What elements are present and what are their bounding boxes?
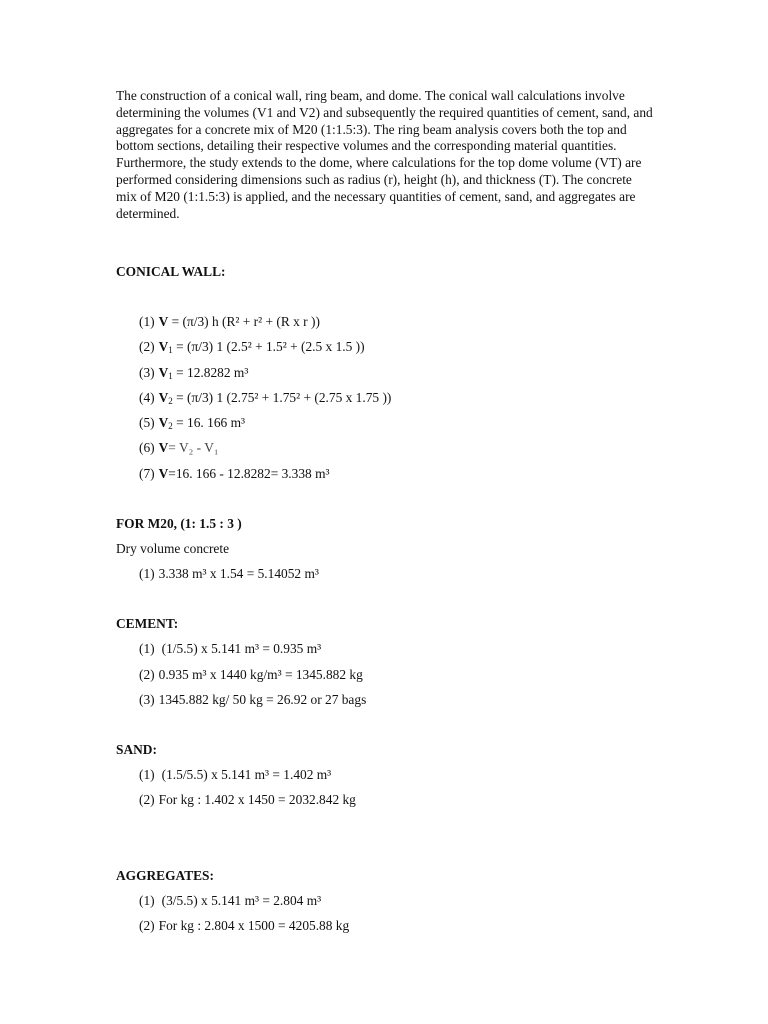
conical-wall-step-7: (7) V=16. 166 - 12.8282= 3.338 m³ — [139, 466, 330, 481]
conical-wall-step-2: (2) $V_1 = (\pi/3)$ 1 (2.5² + 1.5² + (2.5 x 1.5 )) — [139, 339, 365, 355]
aggregates-step-1: (1) (3/5.5) x 5.141 m³ = 2.804 m³ — [139, 893, 322, 908]
intro-paragraph-2: Furthermore, the study extends to the dome, where calculations for the top dome volume (VT) are performed considering dimensions such as radius (r), height (h), and thickness (T). The concrete mix of M20 (1:1.5:3) is applied, and the necessary quantities of cement, sand, and aggregates are determined. — [116, 155, 642, 221]
mix-step-1: (1) 3.338 m³ x 1.54 = 5.14052 m³ — [139, 566, 319, 581]
cement-step-2: (2) 0.935 m³ x 1440 kg/m³ = 1345.882 kg — [139, 667, 363, 682]
conical-wall-step-6: (6) V= V₂ - V₁ — [139, 440, 219, 455]
conical-wall-step-3: (3) $V_1 = 12.8282$ m³ — [139, 365, 249, 381]
conical-wall-step-1: (1) V = (π/3) h (R² + r² + (R x r )) — [139, 314, 320, 329]
mix-subheading: Dry volume concrete — [116, 541, 230, 556]
intro-paragraph-1: The construction of a conical wall, ring beam, and dome. The conical wall calculations involve determining the volumes (V1 and V2) and subsequently the required quantities of cement, sand, and aggregates for a concrete mix of M20 (1:1.5:3). The ring beam analysis covers both the top and bottom sections, detailing their respective volumes and the corresponding material quantities. — [116, 88, 653, 154]
cement-step-3: (3) 1345.882 kg/ 50 kg = 26.92 or 27 bags — [139, 692, 367, 707]
cement-step-1: (1) (1/5.5) x 5.141 m³ = 0.935 m³ — [139, 641, 322, 656]
sand-heading: SAND: — [116, 742, 157, 757]
cement-heading: CEMENT: — [116, 616, 179, 631]
conical-wall-step-4: (4) $V_2 = (\pi/3)$ 1 (2.75² + 1.75² + (2.75 x 1.75 )) — [139, 390, 392, 406]
conical-wall-step-5: (5) $V_2 = 16$. 166 m³ — [139, 415, 245, 431]
conical-wall-heading: CONICAL WALL: — [116, 264, 226, 279]
aggregates-step-2: (2) For kg : 2.804 x 1500 = 4205.88 kg — [139, 918, 350, 933]
aggregates-heading: AGGREGATES: — [116, 868, 214, 883]
sand-step-2: (2) For kg : 1.402 x 1450 = 2032.842 kg — [139, 792, 356, 807]
mix-heading: FOR M20, (1: 1.5 : 3 ) — [116, 516, 242, 531]
sand-step-1: (1) (1.5/5.5) x 5.141 m³ = 1.402 m³ — [139, 767, 332, 782]
intro-text — [116, 88, 656, 222]
